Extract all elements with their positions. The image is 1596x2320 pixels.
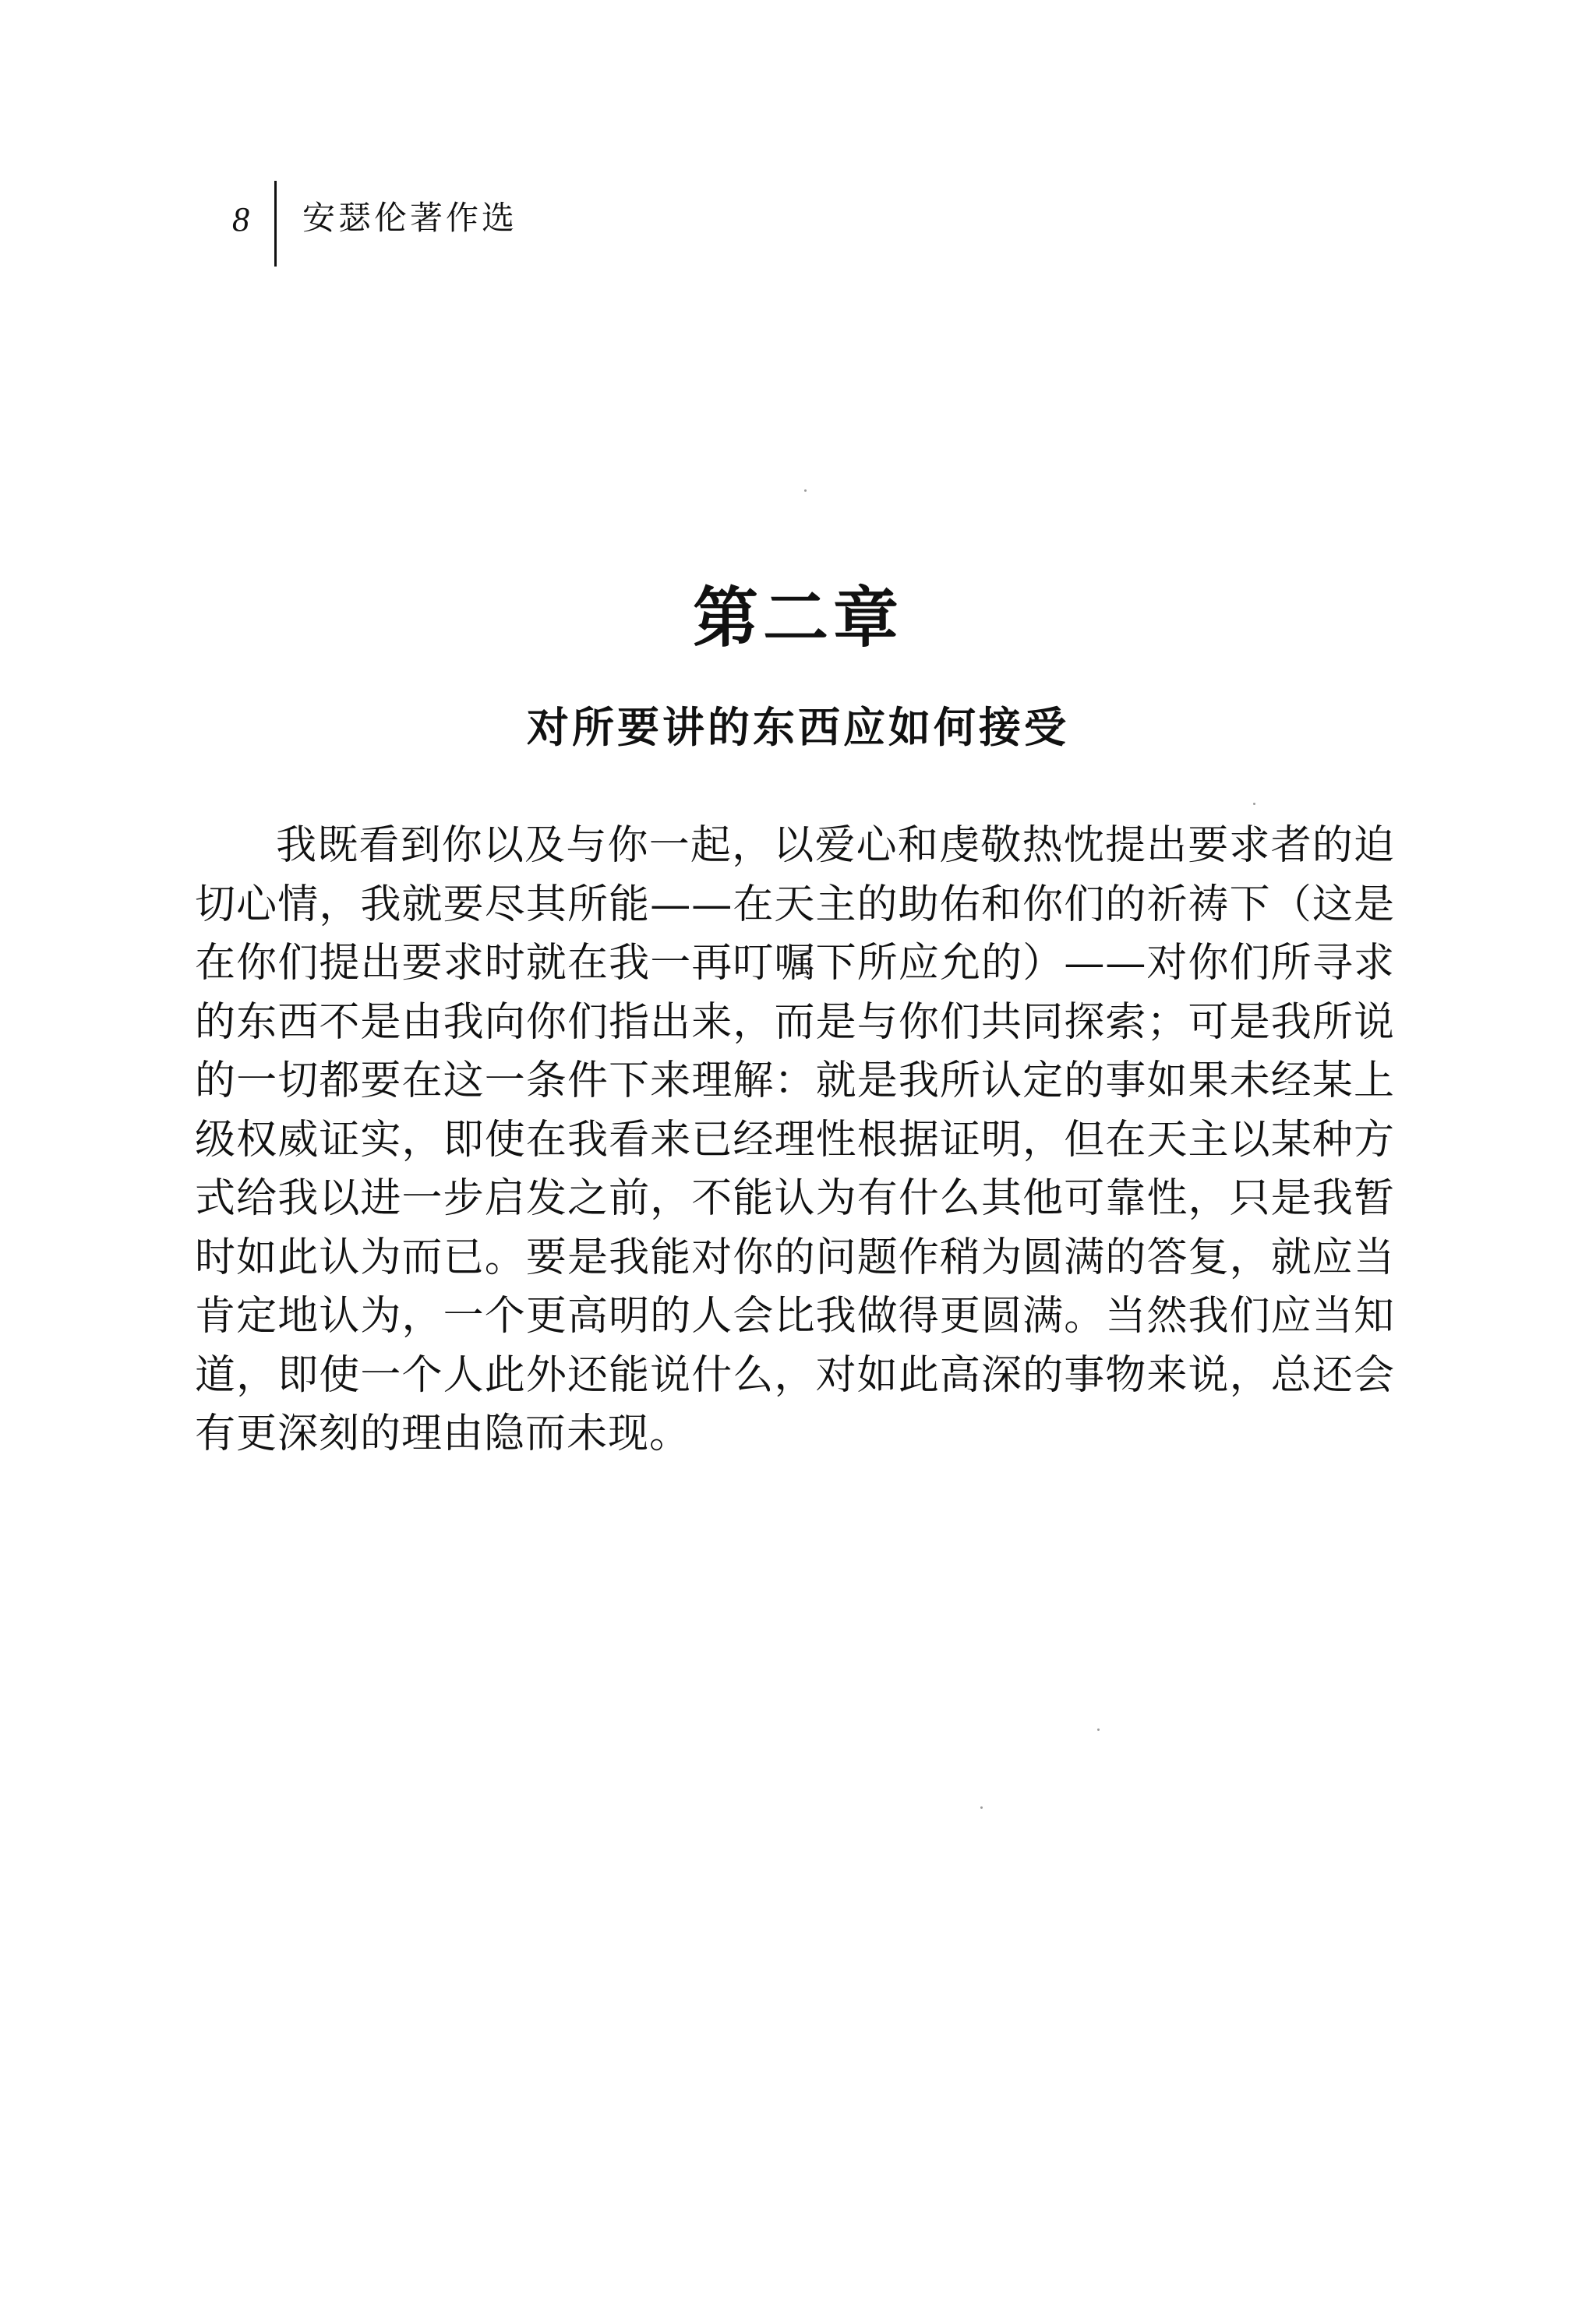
chapter-subtitle: 对所要讲的东西应如何接受: [527, 701, 1069, 752]
header-divider: [274, 181, 277, 267]
page-number: 8: [232, 200, 249, 238]
scan-speck: [1097, 1729, 1100, 1731]
scan-speck: [980, 1806, 983, 1809]
book-title: 安瑟伦著作选: [302, 199, 518, 237]
scan-speck: [804, 489, 807, 492]
body-paragraph: 我既看到你以及与你一起，以爱心和虔敬热忱提出要求者的迫切心情，我就要尽其所能——在天主的助佑和你们的祈祷下（这是在你们提出要求时就在我一再叮嘱下所应允的）——对你们所寻求的东西不是由我向你们指出来，而是与你们共同探索；可是我所说的一切都要在这一条件下来理解：就是我所认定的事如果未经某上级权威证实，即使在我看来已经理性根据证明，但在天主以某种方式给我以进一步启发之前，不能认为有什么其他可靠性，只是我暂时如此认为而已。要是我能对你的问题作稍为圆满的答复，就应当肯定地认为，一个更高明的人会比我做得更圆满。当然我们应当知道，即使一个人此外还能说什么，对如此高深的事物来说，总还会有更深刻的理由隐而未现。: [195, 822, 1395, 1457]
scan-speck: [1253, 803, 1255, 805]
chapter-title: 第二章: [692, 580, 903, 657]
